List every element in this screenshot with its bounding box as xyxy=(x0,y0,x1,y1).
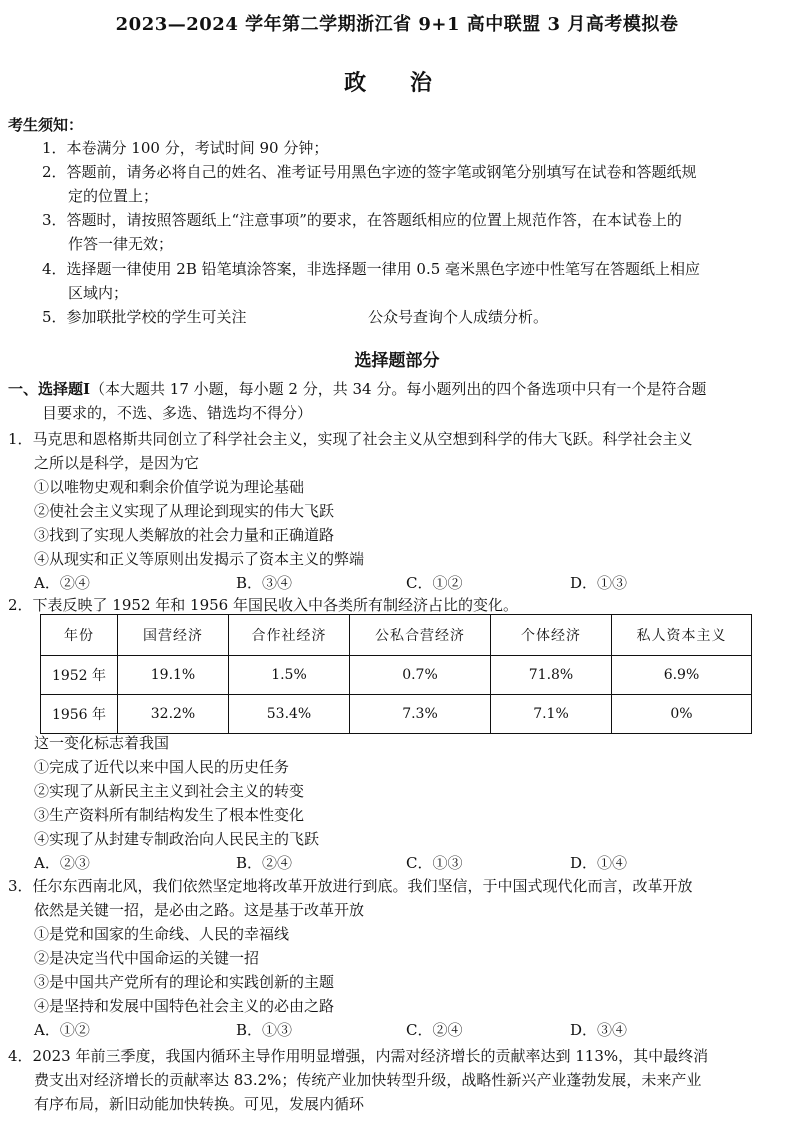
statement: ①以唯物史观和剩余价值学说为理论基础 xyxy=(34,478,305,496)
option-b[interactable]: B．①③ xyxy=(236,1021,293,1039)
table-cell: 1956 年 xyxy=(41,695,118,734)
option-a[interactable]: A．②③ xyxy=(34,854,90,872)
question-stem: 费支出对经济增长的贡献率达 83.2%；传统产业加快转型升级，战略性新兴产业蓬勃发展，未来产业 xyxy=(34,1071,702,1089)
question-stem: 之所以是科学，是因为它 xyxy=(34,454,200,472)
notice-heading: 考生须知： xyxy=(8,116,84,134)
option-c[interactable]: C．①③ xyxy=(406,854,463,872)
part-heading: 一、选择题Ⅰ xyxy=(8,380,91,398)
statement: ④从现实和正义等原则出发揭示了资本主义的弊端 xyxy=(34,550,365,568)
table-cell: 7.1% xyxy=(491,695,612,734)
table-row xyxy=(41,695,752,734)
notice-item: 1．本卷满分 100 分，考试时间 90 分钟； xyxy=(42,139,329,157)
statement: ③是中国共产党所有的理论和实践创新的主题 xyxy=(34,973,335,991)
option-d[interactable]: D．③④ xyxy=(570,1021,628,1039)
table-header-cell: 年份 xyxy=(41,615,118,656)
option-b[interactable]: B．③④ xyxy=(236,574,293,592)
option-c[interactable]: C．①② xyxy=(406,574,463,592)
notice-item: 定的位置上； xyxy=(68,187,159,205)
table-cell: 1952 年 xyxy=(41,656,118,695)
table-header-cell: 私人资本主义 xyxy=(612,615,752,656)
table-cell: 53.4% xyxy=(229,695,350,734)
option-a[interactable]: A．②④ xyxy=(34,574,90,592)
question-stem: 1．马克思和恩格斯共同创立了科学社会主义，实现了社会主义从空想到科学的伟大飞跃。科学社会主义 xyxy=(8,430,693,448)
table-header-cell: 合作社经济 xyxy=(229,615,350,656)
question-stem: 依然是关键一招，是必由之路。这是基于改革开放 xyxy=(34,901,365,919)
notice-item: 作答一律无效； xyxy=(68,235,174,253)
table-header-cell: 个体经济 xyxy=(491,615,612,656)
option-b[interactable]: B．②④ xyxy=(236,854,293,872)
notice-item: 2．答题前，请务必将自己的姓名、准考证号用黑色字迹的签字笔或钢笔分别填写在试卷和答题纸规 xyxy=(42,163,697,181)
question-stem: 有序布局，新旧动能加快转换。可见，发展内循环 xyxy=(34,1095,365,1113)
question-stem: 4．2023 年前三季度，我国内循环主导作用明显增强，内需对经济增长的贡献率达到 113%，其中最终消 xyxy=(8,1047,709,1065)
option-d[interactable]: D．①③ xyxy=(570,574,628,592)
table-cell: 1.5% xyxy=(229,656,350,695)
part-description: （本大题共 17 小题，每小题 2 分，共 34 分。每小题列出的四个备选项中只有一个是符合题 xyxy=(90,380,707,398)
statement: ④是坚持和发展中国特色社会主义的必由之路 xyxy=(34,997,335,1015)
statement: ③找到了实现人类解放的社会力量和正确道路 xyxy=(34,526,335,544)
table-cell: 71.8% xyxy=(491,656,612,695)
table-cell: 32.2% xyxy=(118,695,229,734)
table-header-row xyxy=(41,615,752,656)
question-stem: 2．下表反映了 1952 年和 1956 年国民收入中各类所有制经济占比的变化。 xyxy=(8,596,518,614)
table-header-cell: 公私合营经济 xyxy=(350,615,491,656)
question-stem: 3．任尔东西南北风，我们依然坚定地将改革开放进行到底。我们坚信，于中国式现代化而言，改革开放 xyxy=(8,877,693,895)
table-cell: 0% xyxy=(612,695,752,734)
notice-item: 公众号查询个人成绩分析。 xyxy=(368,308,549,326)
notice-item: 区域内； xyxy=(68,284,129,302)
exam-title: 2023—2024 学年第二学期浙江省 9+1 高中联盟 3 月高考模拟卷 xyxy=(115,14,679,35)
subject-title: 政 治 xyxy=(344,70,450,96)
statement: ②实现了从新民主主义到社会主义的转变 xyxy=(34,782,305,800)
table-cell: 7.3% xyxy=(350,695,491,734)
option-d[interactable]: D．①④ xyxy=(570,854,628,872)
question-stem: 这一变化标志着我国 xyxy=(34,734,170,752)
part-description: 目要求的，不选、多选、错选均不得分） xyxy=(42,404,313,422)
statement: ①是党和国家的生命线、人民的幸福线 xyxy=(34,925,290,943)
statement: ③生产资料所有制结构发生了根本性变化 xyxy=(34,806,305,824)
notice-item: 4．选择题一律使用 2B 铅笔填涂答案，非选择题一律用 0.5 毫米黑色字迹中性笔写在答题纸上相应 xyxy=(42,260,701,278)
economy-table xyxy=(40,614,752,734)
section-title: 选择题部分 xyxy=(354,351,440,371)
part-heading-line xyxy=(8,378,706,400)
statement: ①完成了近代以来中国人民的历史任务 xyxy=(34,758,290,776)
option-a[interactable]: A．①② xyxy=(34,1021,90,1039)
option-c[interactable]: C．②④ xyxy=(406,1021,463,1039)
notice-item: 5．参加联批学校的学生可关注 xyxy=(42,308,247,326)
table-header-cell: 国营经济 xyxy=(118,615,229,656)
statement: ②是决定当代中国命运的关键一招 xyxy=(34,949,260,967)
notice-item: 3．答题时，请按照答题纸上“注意事项”的要求，在答题纸相应的位置上规范作答，在本试卷上的 xyxy=(42,211,682,229)
table-row xyxy=(41,656,752,695)
statement: ②使社会主义实现了从理论到现实的伟大飞跃 xyxy=(34,502,335,520)
statement: ④实现了从封建专制政治向人民民主的飞跃 xyxy=(34,830,320,848)
table-cell: 6.9% xyxy=(612,656,752,695)
table-cell: 0.7% xyxy=(350,656,491,695)
table-cell: 19.1% xyxy=(118,656,229,695)
